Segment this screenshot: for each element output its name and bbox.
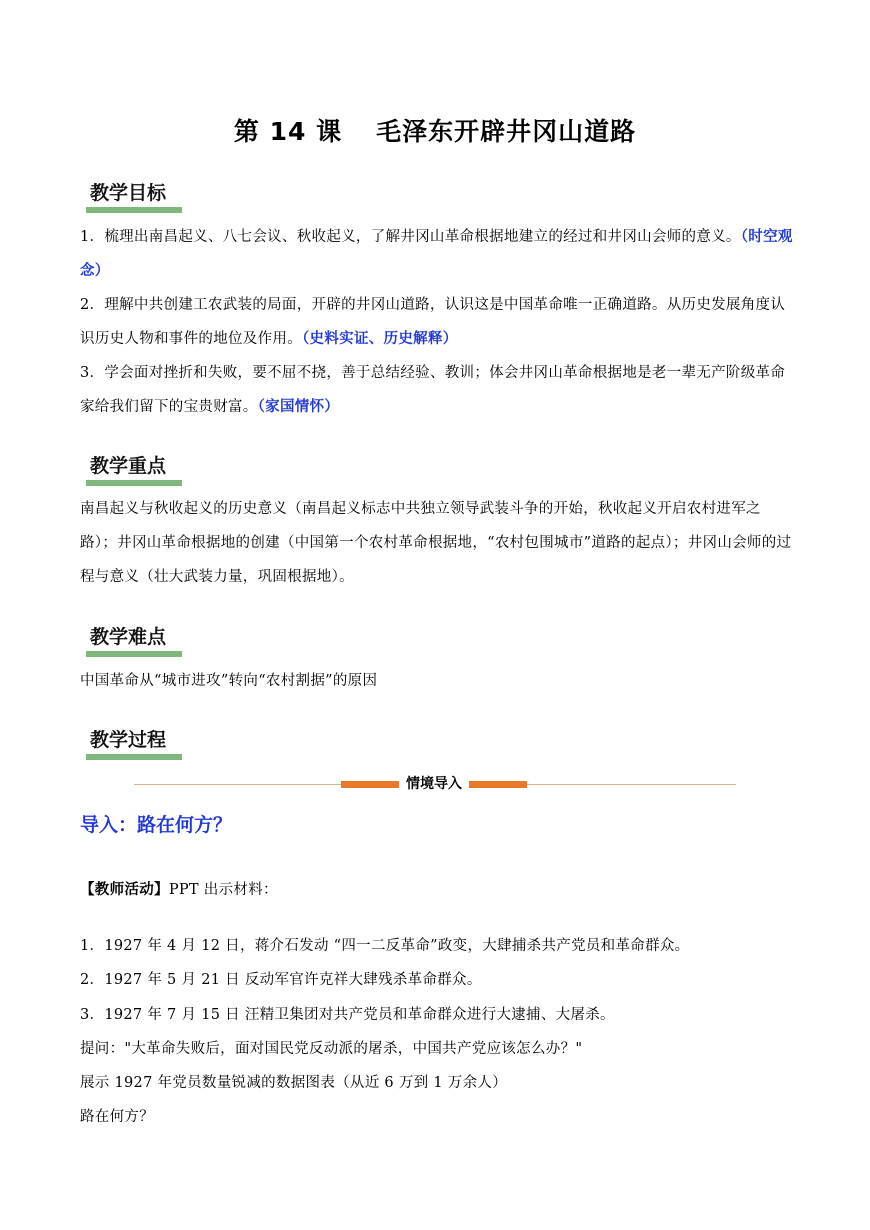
section-heading-difficulties-label: 教学难点 bbox=[90, 626, 167, 648]
heading-underline bbox=[86, 651, 182, 657]
section-heading-goals bbox=[86, 178, 170, 207]
event-item-1: 1．1927 年 4 月 12 日，蒋介石发动 “四一二反革命”政变，大肆捕杀共产党员和革命群众。 bbox=[80, 938, 690, 954]
divider-accent-left bbox=[341, 781, 399, 788]
goal-item-1-tag: （时空观念） bbox=[80, 228, 793, 279]
section-heading-process bbox=[86, 725, 170, 754]
goal-item-2-tag: （史料实证、历史解释） bbox=[302, 330, 458, 347]
goal-item-1-text: 1．梳理出南昌起义、八七会议、秋收起义，了解井冈山革命根据地建立的经过和井冈山会师的意义。 bbox=[80, 229, 741, 245]
teacher-activity-text: PPT 出示材料： bbox=[168, 882, 278, 898]
section-heading-difficulties bbox=[86, 622, 170, 651]
goal-item-2-text: 2．理解中共创建工农武装的局面，开辟的井冈山道路，认识这是中国革命唯一正确道路。从历史发展角度认识历史人物和事件的地位及作用。 bbox=[80, 297, 786, 347]
heading-underline bbox=[86, 207, 182, 213]
lesson-name: 毛泽东开辟井冈山道路 bbox=[376, 117, 637, 146]
section-heading-key-points-label: 教学重点 bbox=[90, 455, 167, 477]
difficulties-text: 中国革命从“城市进攻”转向“农村割据”的原因 bbox=[80, 673, 378, 689]
goal-item-3-text: 3．学会面对挫折和失败，要不屈不挠，善于总结经验、教训；体会井冈山革命根据地是老一辈无产阶级革命家给我们留下的宝贵财富。 bbox=[80, 365, 786, 415]
lesson-number: 第 14 课 bbox=[233, 117, 343, 146]
section-heading-key-points bbox=[86, 451, 170, 480]
goal-item-3-tag: （家国情怀） bbox=[257, 398, 340, 415]
divider-accent-right bbox=[469, 781, 527, 788]
teacher-activity bbox=[80, 878, 795, 899]
divider-label: 情境导入 bbox=[399, 774, 469, 794]
key-points-text: 南昌起义与秋收起义的历史意义（南昌起义标志中共独立领导武装斗争的开始，秋收起义开启农村进军之路）；井冈山革命根据地的创建（中国第一个农村革命根据地，“农村包围城市”道路的起点）；井冈山会师的过程与意义（壮大武装力量，巩固根据地）。 bbox=[80, 501, 792, 585]
heading-underline bbox=[86, 754, 182, 760]
goal-item-3 bbox=[80, 356, 795, 424]
goal-item-2 bbox=[80, 288, 795, 356]
event-item-2: 2．1927 年 5 月 21 日 反动军官许克祥大肆残杀革命群众。 bbox=[80, 972, 482, 988]
section-heading-process-label: 教学过程 bbox=[90, 729, 167, 751]
teacher-activity-label: 【教师活动】 bbox=[80, 881, 169, 898]
scene-divider bbox=[134, 774, 736, 794]
question-text: 提问："大革命失败后，面对国民党反动派的屠杀，中国共产党应该怎么办？" bbox=[80, 1041, 583, 1057]
goal-item-1 bbox=[80, 220, 795, 288]
event-item-3: 3．1927 年 7 月 15 日 汪精卫集团对共产党员和革命群众进行大逮捕、大屠杀。 bbox=[80, 1007, 615, 1023]
intro-title: 导入：路在何方？ bbox=[80, 814, 233, 836]
heading-underline bbox=[86, 480, 182, 486]
closing-question: 路在何方？ bbox=[80, 1109, 154, 1125]
section-heading-goals-label: 教学目标 bbox=[90, 182, 167, 204]
lesson-title bbox=[0, 112, 870, 148]
chart-note-text: 展示 1927 年党员数量锐减的数据图表（从近 6 万到 1 万余人） bbox=[80, 1075, 508, 1091]
